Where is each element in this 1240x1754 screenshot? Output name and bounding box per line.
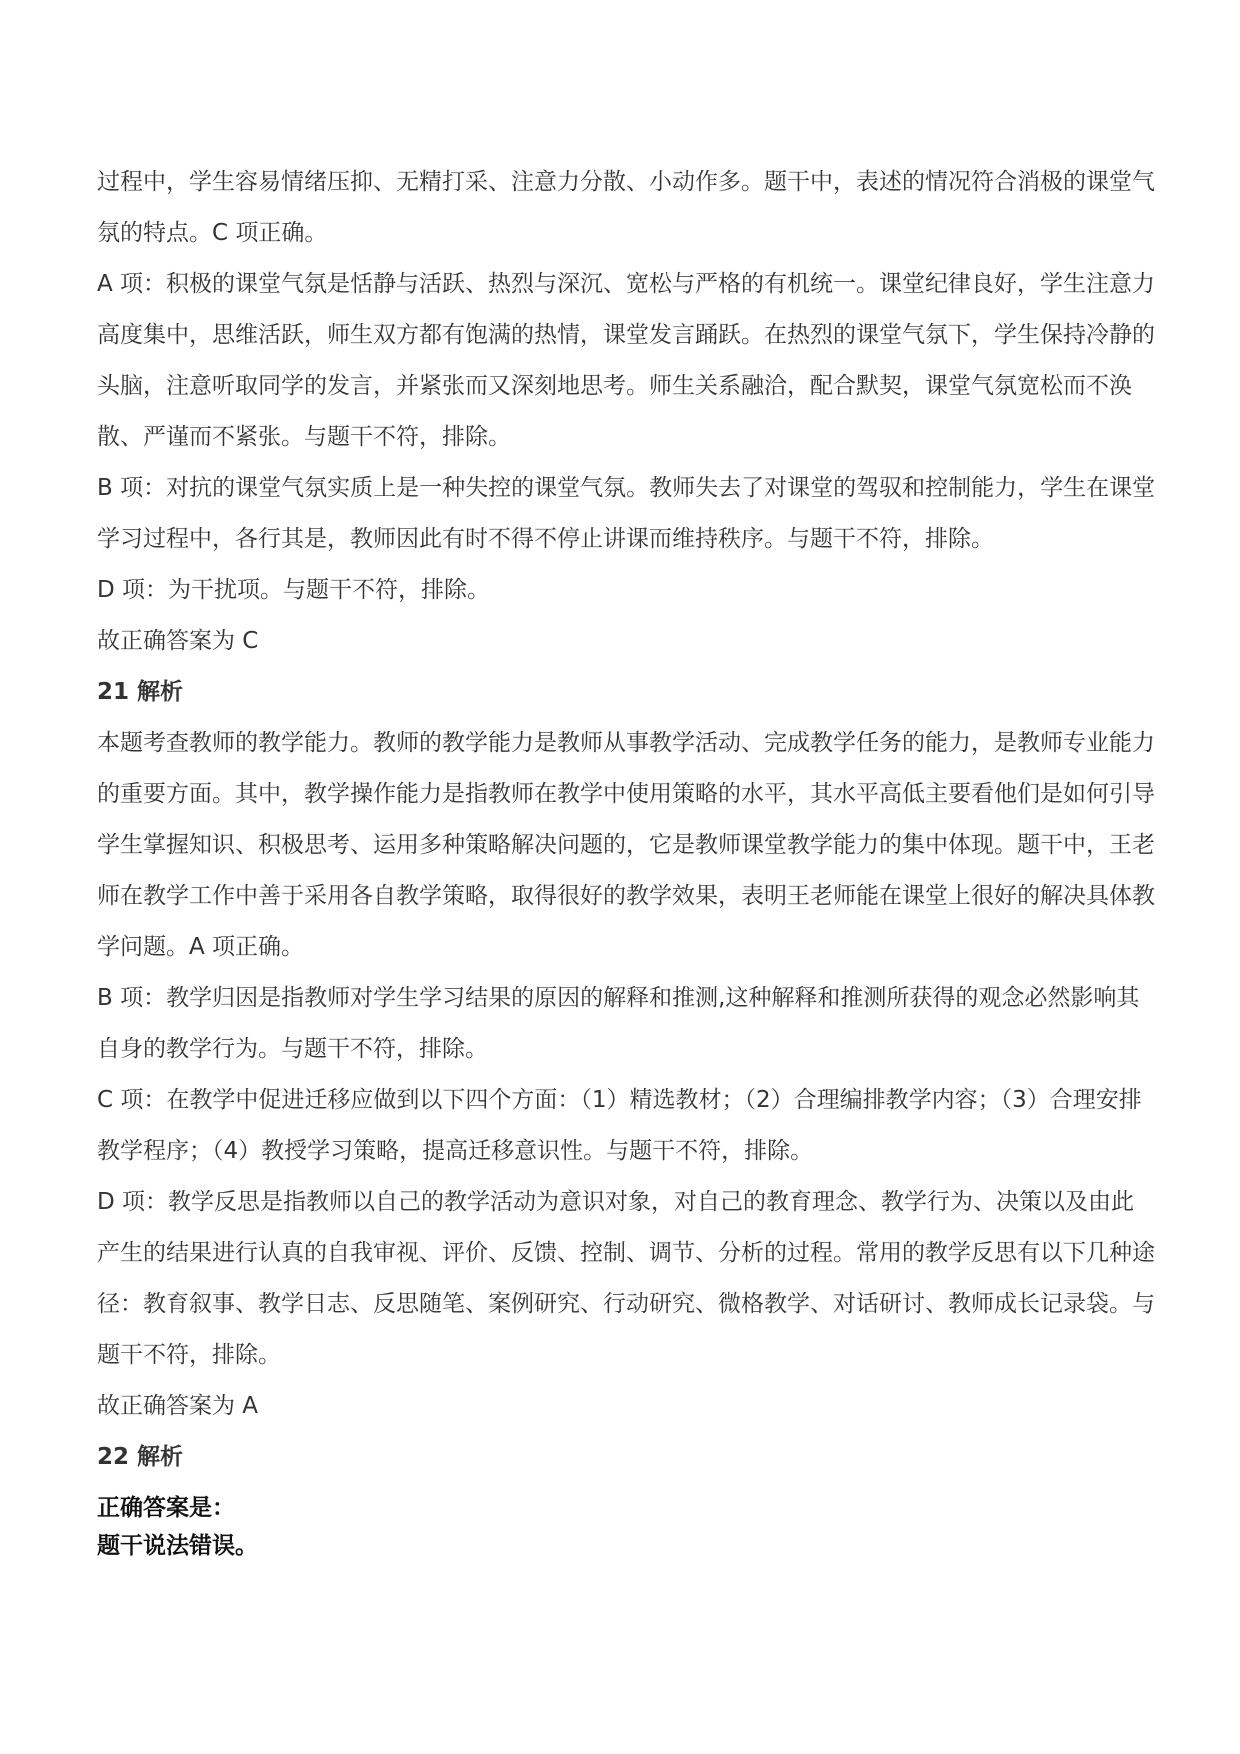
heading-q21: 21 解析 <box>97 679 184 705</box>
q22-answer-block <box>97 1489 1157 1565</box>
paragraph-q20-option-d: D 项：为干扰项。与题干不符，排除。 <box>97 577 491 603</box>
heading-q22: 22 解析 <box>97 1444 184 1470</box>
q22-answer-label: 正确答案是： <box>97 1494 235 1521</box>
paragraph-q20-answer: 故正确答案为 C <box>97 628 259 654</box>
paragraph-q20-option-a: A 项：积极的课堂气氛是恬静与活跃、热烈与深沉、宽松与严格的有机统一。课堂纪律良好，学生注意力高度集中，思维活跃，师生双方都有饱满的热情，课堂发言踊跃。在热烈的课堂气氛下，学生保持冷静的头脑，注意听取同学的发言，并紧张而又深刻地思考。师生关系融洽，配合默契，课堂气氛宽松而不涣散、严谨而不紧张。与题干不符，排除。 <box>97 271 1156 450</box>
paragraph-q21-option-c: C 项：在教学中促进迁移应做到以下四个方面：（1）精选教材；（2）合理编排教学内容；（3）合理安排教学程序；（4）教授学习策略，提高迁移意识性。与题干不符，排除。 <box>97 1087 1142 1164</box>
paragraph-q21-option-d: D 项：教学反思是指教师以自己的教学活动为意识对象，对自己的教育理念、教学行为、决策以及由此产生的结果进行认真的自我审视、评价、反馈、控制、调节、分析的过程。常用的教学反思有以下几种途径：教育叙事、教学日志、反思随笔、案例研究、行动研究、微格教学、对话研讨、教师成长记录袋。与题干不符，排除。 <box>97 1189 1155 1368</box>
paragraph-q20-option-b: B 项：对抗的课堂气氛实质上是一种失控的课堂气氛。教师失去了对课堂的驾驭和控制能力，学生在课堂学习过程中，各行其是，教师因此有时不得不停止讲课而维持秩序。与题干不符，排除。 <box>97 475 1156 552</box>
paragraph-q21-answer: 故正确答案为 A <box>97 1393 259 1419</box>
q22-answer-text: 题干说法错误。 <box>97 1532 258 1559</box>
paragraph-q20-conclusion: 过程中，学生容易情绪压抑、无精打采、注意力分散、小动作多。题干中，表述的情况符合消极的课堂气氛的特点。C 项正确。 <box>97 169 1155 246</box>
paragraph-q21-intro: 本题考查教师的教学能力。教师的教学能力是教师从事教学活动、完成教学任务的能力，是教师专业能力的重要方面。其中，教学操作能力是指教师在教学中使用策略的水平，其水平高低主要看他们是如何引导学生掌握知识、积极思考、运用多种策略解决问题的，它是教师课堂教学能力的集中体现。题干中，王老师在教学工作中善于采用各自教学策略，取得很好的教学效果，表明王老师能在课堂上很好的解决具体教学问题。A 项正确。 <box>97 730 1155 960</box>
paragraph-q21-option-b: B 项：教学归因是指教师对学生学习结果的原因的解释和推测,这种解释和推测所获得的观念必然影响其自身的教学行为。与题干不符，排除。 <box>97 985 1140 1062</box>
document-content <box>97 157 1157 1565</box>
